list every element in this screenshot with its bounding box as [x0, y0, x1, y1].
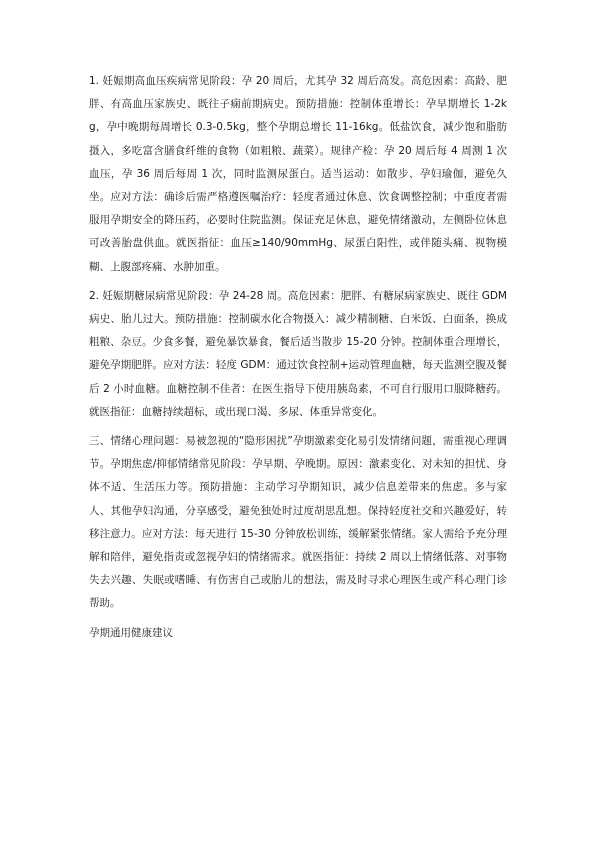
paragraph-gestational-diabetes: 2. 妊娠期糖尿病常见阶段：孕 24-28 周。高危因素：肥胖、有糖尿病家族史、既往 GDM 病史、胎儿过大。预防措施：控制碳水化合物摄入：减少精制糖、白米饭、白面条，换成粗粮、杂豆。少食多餐，避免暴饮暴食，餐后适当散步 15-20 分钟。控制体重合理增长，避免孕期肥胖。应对方法：轻度 GDM：通过饮食控制+运动管理血糖，每天监测空腹及餐后 2 小时血糖。血糖控制不佳者：在医生指导下使用胰岛素，不可自行服用口服降糖药。就医指征：血糖持续超标，或出现口渴、多尿、体重异常变化。: [89, 289, 507, 418]
section-heading: 孕期通用健康建议: [89, 626, 173, 639]
paragraph-emotional-health: 三、情绪心理问题：易被忽视的“隐形困扰”孕期激素变化易引发情绪问题，需重视心理调节。孕期焦虑/抑郁情绪常见阶段：孕早期、孕晚期。原因：激素变化、对未知的担忧、身体不适、生活压力等。预防措施：主动学习孕期知识，减少信息差带来的焦虑。多与家人、其他孕妇沟通，分享感受，避免独处时过度胡思乱想。保持轻度社交和兴趣爱好，转移注意力。应对方法：每天进行 15-30 分钟放松训练，缓解紧张情绪。家人需给予充分理解和陪伴，避免指责或忽视孕妇的情绪需求。就医指征：持续 2 周以上情绪低落、对事物失去兴趣、失眠或嗜睡、有伤害自己或胎儿的想法，需及时寻求心理医生或产科心理门诊帮助。: [89, 435, 507, 610]
paragraph-hypertension: 1. 妊娠期高血压疾病常见阶段：孕 20 周后，尤其孕 32 周后高发。高危因素：高龄、肥胖、有高血压家族史、既往子痫前期病史。预防措施：控制体重增长：孕早期增长 1-2kg，孕中晚期每周增长 0.3-0.5kg，整个孕期总增长 11-16kg。低盐饮食，减少饱和脂肪摄入，多吃富含膳食纤维的食物（如粗粮、蔬菜）。规律产检：孕 20 周后每 4 周测 1 次血压，孕 36 周后每周 1 次，同时监测尿蛋白。适当运动：如散步、孕妇瑜伽，避免久坐。应对方法：确诊后需严格遵医嘱治疗：轻度者通过休息、饮食调整控制；中重度者需服用孕期安全的降压药，必要时住院监测。保证充足休息，避免情绪激动，左侧卧位休息可改善胎盘供血。就医指征：血压≥140/90mmHg、尿蛋白阳性，或伴随头痛、视物模糊、上腹部疼痛、水肿加重。: [89, 75, 507, 273]
document-body: [89, 70, 507, 645]
